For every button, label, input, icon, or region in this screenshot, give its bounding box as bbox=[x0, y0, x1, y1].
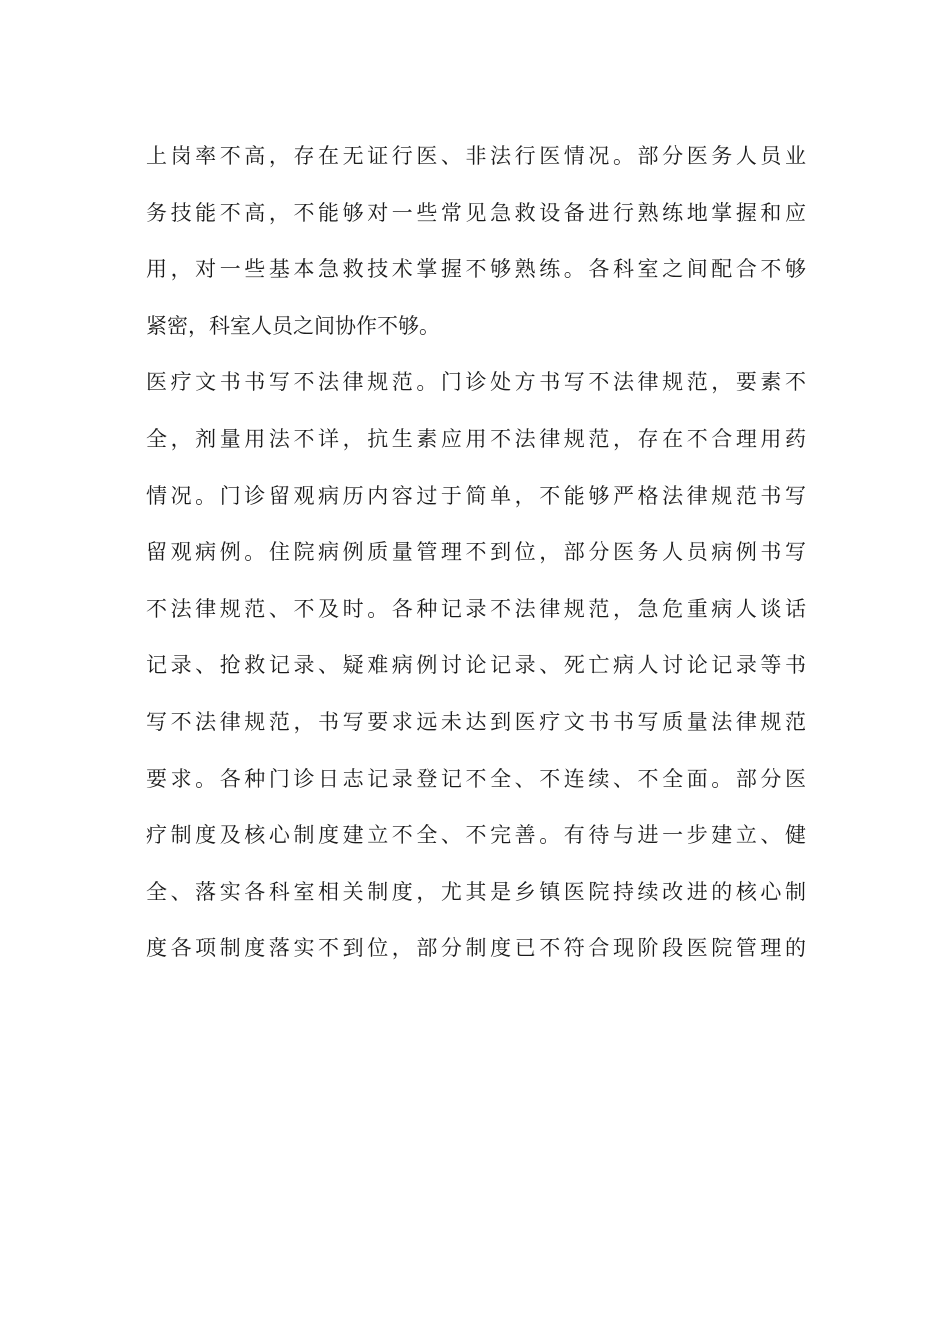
text-line: 记录、抢救记录、疑难病例讨论记录、死亡病人讨论记录等书 bbox=[146, 653, 806, 678]
paragraph-1 bbox=[146, 128, 806, 354]
text-line: 写不法律规范，书写要求远未达到医疗文书书写质量法律规范 bbox=[146, 709, 806, 734]
text-line: 上岗率不高，存在无证行医、非法行医情况。部分医务人员业 bbox=[146, 144, 806, 168]
text-line: 用，对一些基本急救技术掌握不够熟练。各科室之间配合不够 bbox=[146, 257, 806, 282]
text-line: 留观病例。住院病例质量管理不到位，部分医务人员病例书写 bbox=[146, 540, 806, 565]
text-line: 情况。门诊留观病历内容过于简单，不能够严格法律规范书写 bbox=[146, 483, 806, 508]
text-line: 疗制度及核心制度建立不全、不完善。有待与进一步建立、健 bbox=[146, 823, 806, 848]
text-line: 全，剂量用法不详，抗生素应用不法律规范，存在不合理用药 bbox=[146, 426, 806, 451]
text-line: 不法律规范、不及时。各种记录不法律规范，急危重病人谈话 bbox=[146, 596, 806, 621]
text-line: 全、落实各科室相关制度，尤其是乡镇医院持续改进的核心制 bbox=[146, 879, 806, 904]
text-line: 度各项制度落实不到位，部分制度已不符合现阶段医院管理的 bbox=[146, 936, 806, 961]
text-line: 医疗文书书写不法律规范。门诊处方书写不法律规范，要素不 bbox=[146, 370, 806, 395]
text-line: 紧密，科室人员之间协作不够。 bbox=[146, 313, 440, 338]
text-line: 务技能不高，不能够对一些常见急救设备进行熟练地掌握和应 bbox=[146, 200, 806, 225]
document-body bbox=[146, 128, 806, 977]
text-line: 要求。各种门诊日志记录登记不全、不连续、不全面。部分医 bbox=[146, 766, 806, 791]
paragraph-2 bbox=[146, 354, 806, 977]
